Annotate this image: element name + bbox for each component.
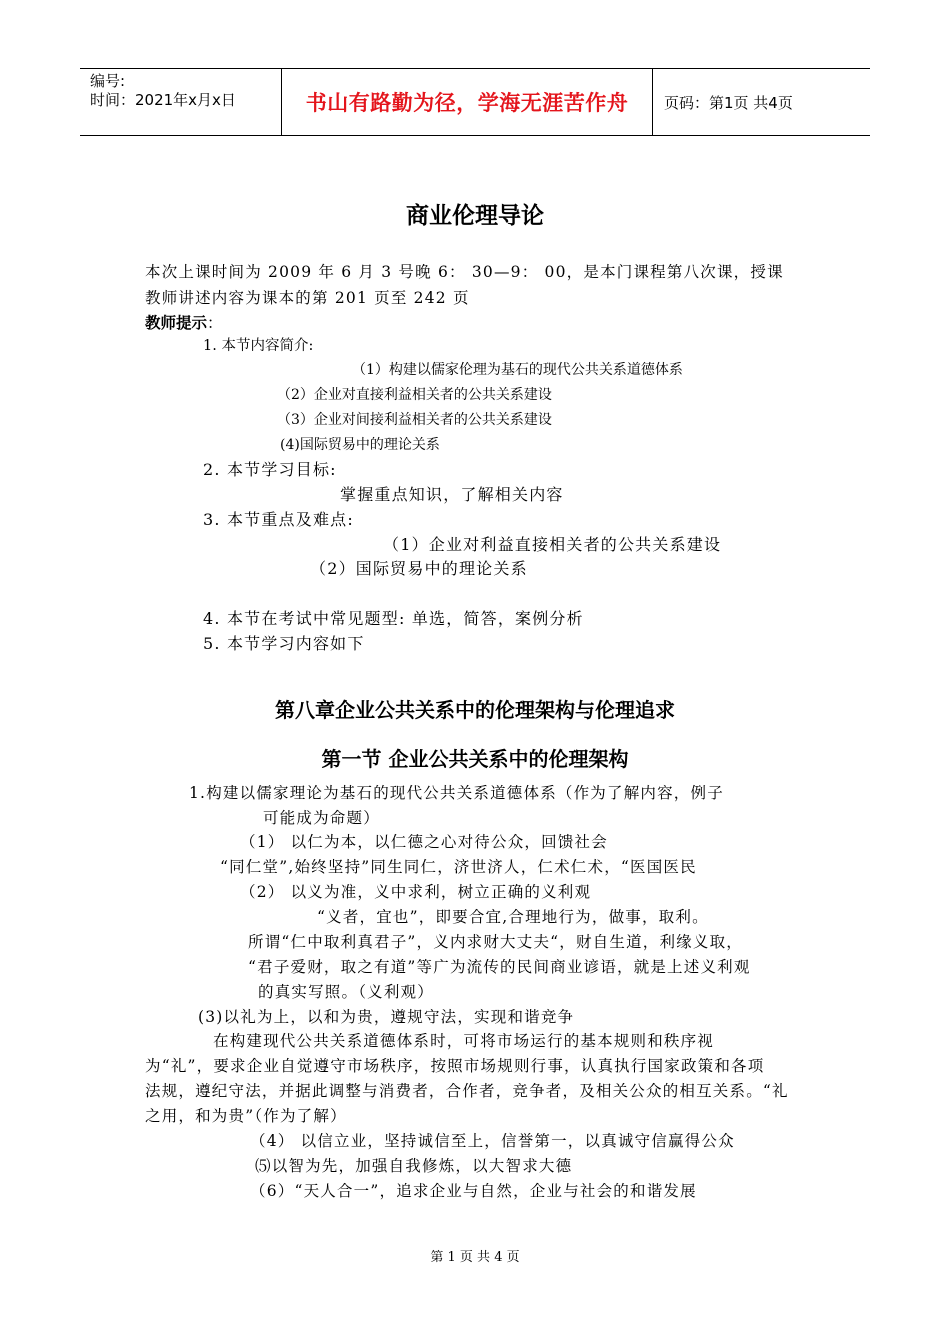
paragraph-6: 所谓“仁中取利真君子”，义内求财大丈夫“，财自生道，利缘义取， bbox=[248, 933, 743, 951]
item-1: 1. 本节内容简介: bbox=[203, 338, 314, 354]
header-motto: 书山有路勤为径，学海无涯苦作舟 bbox=[282, 69, 653, 135]
item-3-sub-1: （1）企业对利益直接相关者的公共关系建设 bbox=[383, 535, 722, 554]
item-1-sub-4: (4)国际贸易中的理论关系 bbox=[280, 437, 440, 453]
chapter-title: 第八章企业公共关系中的伦理架构与伦理追求 bbox=[275, 698, 675, 722]
intro-line-2: 教师讲述内容为课本的第 201 页至 242 页 bbox=[145, 289, 470, 307]
header-meta-cell bbox=[80, 69, 282, 135]
item-1-sub-2: （2）企业对直接利益相关者的公共关系建设 bbox=[277, 387, 552, 403]
tips-heading bbox=[145, 313, 223, 333]
paragraph-11: 为“礼”，要求企业自觉遵守市场秩序，按照市场规则行事，认真执行国家政策和各项 bbox=[145, 1057, 765, 1075]
item-4: 4. 本节在考试中常见题型: 单选，简答，案例分析 bbox=[203, 609, 584, 628]
paragraph-14: （4） 以信立业，坚持诚信至上，信誉第一，以真诚守信赢得公众 bbox=[250, 1132, 735, 1150]
paragraph-13: 之用，和为贵”（作为了解） bbox=[145, 1107, 347, 1125]
number-label: 编号: bbox=[90, 72, 126, 90]
paragraph-1-line-1: 1.构建以儒家理论为基石的现代公共关系道德体系（作为了解内容，例子 bbox=[189, 784, 724, 802]
document-title: 商业伦理导论 bbox=[406, 203, 544, 229]
paragraph-1-line-2: 可能成为命题） bbox=[263, 809, 380, 827]
item-3: 3. 本节重点及难点: bbox=[203, 510, 354, 529]
tips-label: 教师提示 bbox=[145, 314, 208, 332]
paragraph-5: “义者，宜也”，即要合宜,合理地行为，做事，取利。 bbox=[317, 908, 709, 926]
paragraph-16: （6）“天人合一”，追求企业与自然，企业与社会的和谐发展 bbox=[250, 1182, 697, 1200]
tips-colon: ： bbox=[207, 314, 223, 332]
item-2-sub-1: 掌握重点知识，了解相关内容 bbox=[340, 485, 564, 504]
item-3-sub-2: （2）国际贸易中的理论关系 bbox=[310, 559, 528, 578]
item-5: 5. 本节学习内容如下 bbox=[203, 634, 365, 653]
paragraph-9: (3)以礼为上，以和为贵，遵规守法，实现和谐竞争 bbox=[198, 1008, 575, 1026]
time-label: 时间：2021年x月x日 bbox=[90, 91, 236, 109]
item-1-sub-1: （1）构建以儒家伦理为基石的现代公共关系道德体系 bbox=[352, 362, 683, 378]
header-table bbox=[80, 68, 870, 136]
page-footer: 第 1 页 共 4 页 bbox=[430, 1250, 520, 1265]
paragraph-3: “同仁堂”,始终坚持”同生同仁，济世济人，仁术仁术，“医国医民 bbox=[220, 858, 697, 876]
paragraph-8: 的真实写照。（义利观） bbox=[258, 983, 434, 1001]
item-1-sub-3: （3）企业对间接利益相关者的公共关系建设 bbox=[277, 412, 552, 428]
item-2: 2. 本节学习目标: bbox=[203, 460, 337, 479]
header-page-info: 页码：第1页 共4页 bbox=[664, 93, 793, 112]
paragraph-15: ⑸以智为先，加强自我修炼，以大智求大德 bbox=[255, 1157, 573, 1175]
paragraph-12: 法规，遵纪守法，并据此调整与消费者，合作者，竞争者，及相关公众的相互关系。“礼 bbox=[145, 1082, 789, 1100]
paragraph-2: （1） 以仁为本，以仁德之心对待公众，回馈社会 bbox=[240, 833, 608, 851]
paragraph-4: （2） 以义为准，义中求利，树立正确的义利观 bbox=[240, 883, 592, 901]
paragraph-7: “君子爱财，取之有道”等广为流传的民间商业谚语，就是上述义利观 bbox=[248, 958, 751, 976]
paragraph-10: 在构建现代公共关系道德体系时，可将市场运行的基本规则和秩序视 bbox=[213, 1032, 715, 1050]
section-title: 第一节 企业公共关系中的伦理架构 bbox=[321, 747, 629, 771]
intro-line-1: 本次上课时间为 2009 年 6 月 3 号晚 6： 30—9： 00，是本门课程第八次课，授课 bbox=[145, 263, 784, 281]
